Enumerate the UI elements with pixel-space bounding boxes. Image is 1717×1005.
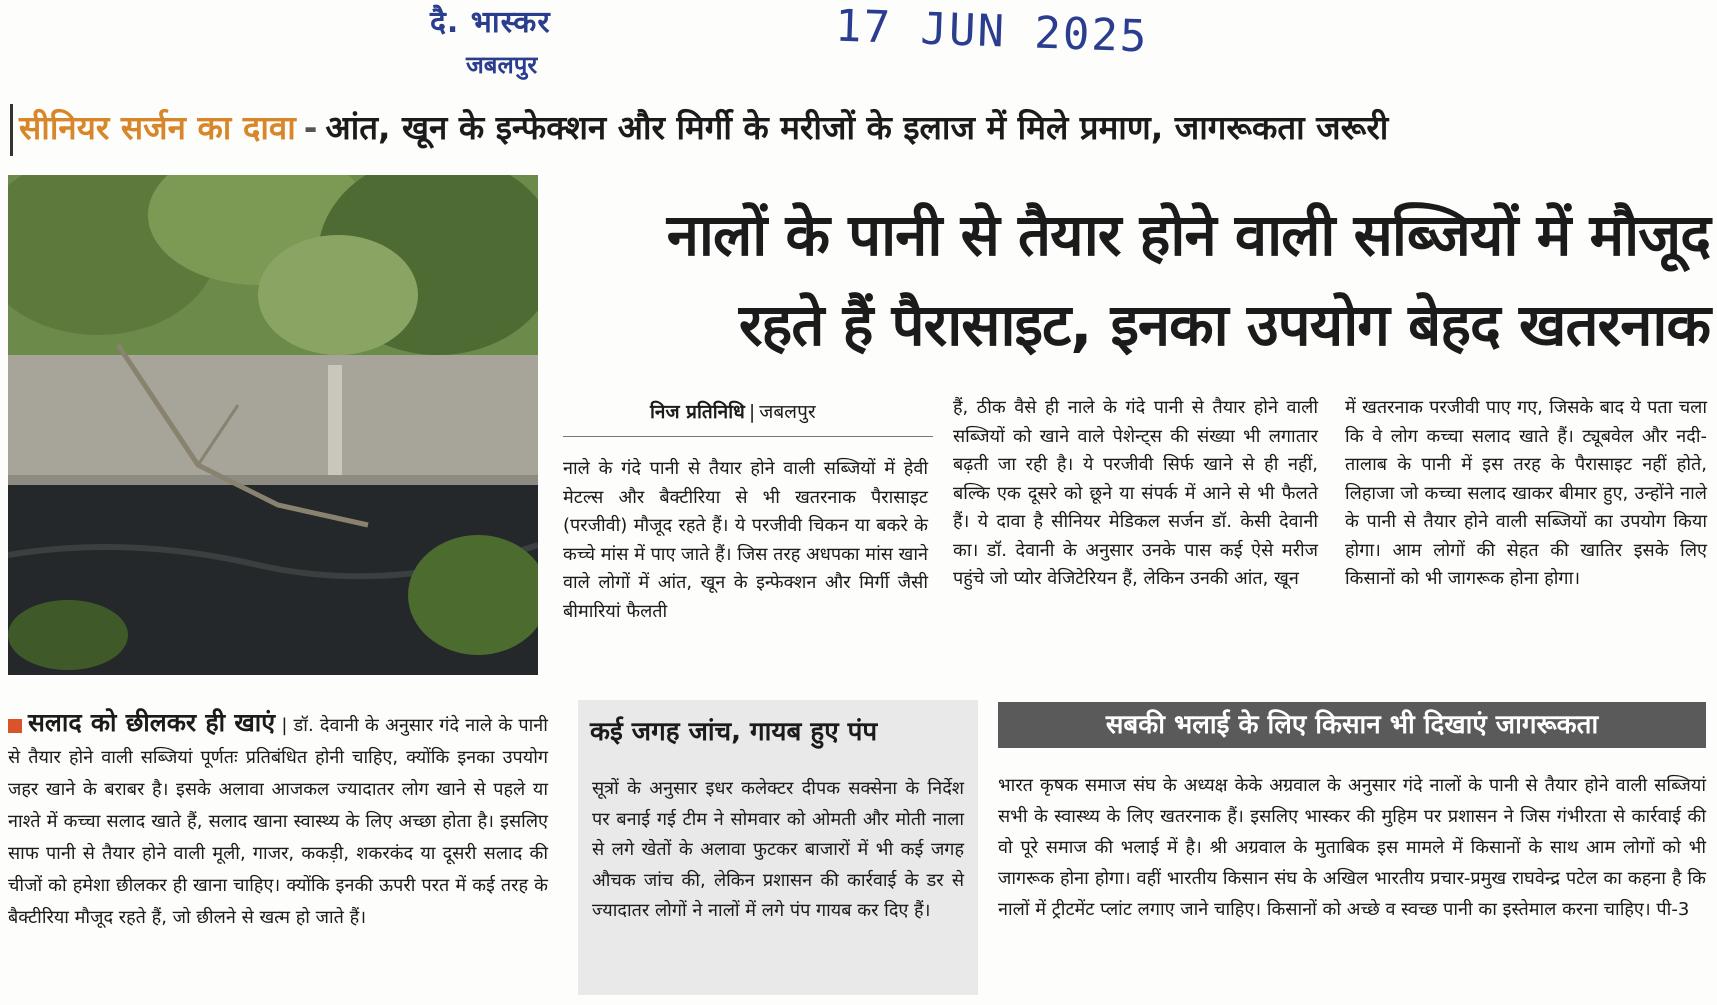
kicker-text: आंत, खून के इन्फेक्शन और मिर्गी के मरीजों के इलाज में मिले प्रमाण, जागरूकता जरूरी	[325, 108, 1389, 147]
farmers-text: भारत कृषक समाज संघ के अध्यक्ष केके अग्रवाल के अनुसार गंदे नालों के पानी से तैयार होने वाली सब्जियां सभी के स्वास्थ्य के लिए खतरनाक हैं। इसलिए भास्कर की मुहिम पर प्रशासन ने जिस गंभीरता से कार्रवाई की वो पूरे समाज की भलाई में है। श्री अग्रवाल के मुताबिक इस मामले में किसानों के साथ आम लोगों को भी जागरूक होना होगा। वहीं भारतीय किसान संघ के अखिल भारतीय प्रचार-प्रमुख राघवेन्द्र पटेल का कहना है कि नालों में ट्रीटमेंट प्लांट लगाए जाने चाहिए। किसानों को अच्छे व स्वच्छ पानी का इस्तेमाल करना चाहिए। पी-3	[998, 775, 1706, 920]
kicker-separator: -	[303, 108, 318, 147]
pumps-heading: कई जगह जांच, गायब हुए पंप	[590, 717, 878, 747]
pumps-box	[578, 700, 978, 995]
pumps-text: सूत्रों के अनुसार इधर कलेक्टर दीपक सक्सेना के निर्देश पर बनाई गई टीम ने सोमवार को ओमती और मोती नाला से लगे खेतों के अलावा फुटकर बाजारों में भी कई जगह औचक जांच की, लेकिन प्रशासन की कार्रवाई के डर से ज्यादातर लोगों ने नालों में लगे पंप गायब कर दिए हैं।	[592, 778, 964, 921]
main-headline	[380, 190, 1710, 370]
salad-separator: |	[281, 715, 288, 736]
date-stamp: 17 JUN 2025	[834, 0, 1150, 63]
section-marker-icon	[8, 719, 22, 733]
byline-separator: |	[748, 401, 756, 423]
salad-heading: सलाद को छीलकर ही खाएं	[28, 708, 276, 737]
article-column-3	[1345, 394, 1707, 594]
article-column-1	[563, 455, 928, 626]
article-col2-text: हैं, ठीक वैसे ही नाले के गंदे पानी से तैयार होने वाली सब्जियों को खाने वाले पेशेन्ट्स की संख्या भी लगातार बढ़ती जा रही है। ये परजीवी सिर्फ खाने से ही नहीं, बल्कि एक दूसरे को छूने या संपर्क में आने से भी फैलते हैं। ये दावा है सीनियर मेडिकल सर्जन डॉ. केसी देवानी का। डॉ. देवानी के अनुसार उनके पास कई ऐसे मरीज पहुंचे जो प्योर वेजिटेरियन हैं, लेकिन उनकी आंत, खून	[953, 397, 1318, 589]
byline-city: जबलपुर	[759, 401, 816, 423]
headline-line-1: नालों के पानी से तैयार होने वाली सब्जियों में मौजूद	[666, 201, 1710, 269]
salad-paragraph	[8, 707, 548, 934]
article-col1-text: नाले के गंदे पानी से तैयार होने वाली सब्जियों में हेवी मेटल्स और बैक्टीरिया से भी खतरनाक पैरासाइट (परजीवी) मौजूद रहते हैं। ये परजीवी चिकन या बकरे के कच्चे मांस में पाए जाते हैं। जिस तरह अधपका मांस खाने वाले लोगों में आंत, खून के इन्फेक्शन और मिर्गी जैसी बीमारियां फैलती	[563, 458, 928, 622]
byline	[650, 398, 816, 424]
newspaper-city-stamp: जबलपुर	[466, 51, 538, 79]
headline-line-2: रहते हैं पैरासाइट, इनका उपयोग बेहद खतरनाक	[738, 291, 1710, 359]
kicker-line	[10, 104, 1710, 156]
salad-section	[8, 707, 548, 934]
salad-text: डॉ. देवानी के अनुसार गंदे नाले के पानी से तैयार होने वाली सब्जियां पूर्णतः प्रतिबंधित होनी चाहिए, क्योंकि इनका उपयोग जहर खाने के बराबर है। इसके अलावा आजकल ज्यादातर लोग खाने से पहले या नाश्ते में कच्चा सलाद खाते हैं, सलाद खाना स्वास्थ्य के लिए अच्छा होता है। इसलिए साफ पानी से तैयार होने वाली मूली, गाजर, ककड़ी, शकरकंद या दूसरी सलाद की चीजों को हमेशा छीलकर ही खाना चाहिए। क्योंकि इनकी ऊपरी परत में कई तरह के बैक्टीरिया मौजूद रहते हैं, जो छीलने से खत्म हो जाते हैं।	[8, 715, 548, 928]
kicker-label: सीनियर सर्जन का दावा	[19, 108, 296, 147]
newspaper-name-stamp: दै. भास्कर	[430, 5, 551, 40]
farmers-heading: सबकी भलाई के लिए किसान भी दिखाएं जागरूकता	[998, 702, 1706, 748]
byline-reporter: निज प्रतिनिधि	[650, 401, 745, 423]
article-column-2	[953, 394, 1318, 594]
byline-rule	[563, 436, 933, 437]
article-col3-text: में खतरनाक परजीवी पाए गए, जिसके बाद ये पता चला कि वे लोग कच्चा सलाद खाते हैं। ट्यूबवेल और नदी-तालाब के पानी में इस तरह के पैरासाइट नहीं होते, लिहाजा जो कच्चा सलाद खाकर बीमार हुए, उन्होंने नाले के पानी से तैयार होने वाली सब्जियों का उपयोग किया होगा। आम लोगों की सेहत की खातिर इसके लिए किसानों को भी जागरूक होना होगा।	[1345, 397, 1707, 589]
